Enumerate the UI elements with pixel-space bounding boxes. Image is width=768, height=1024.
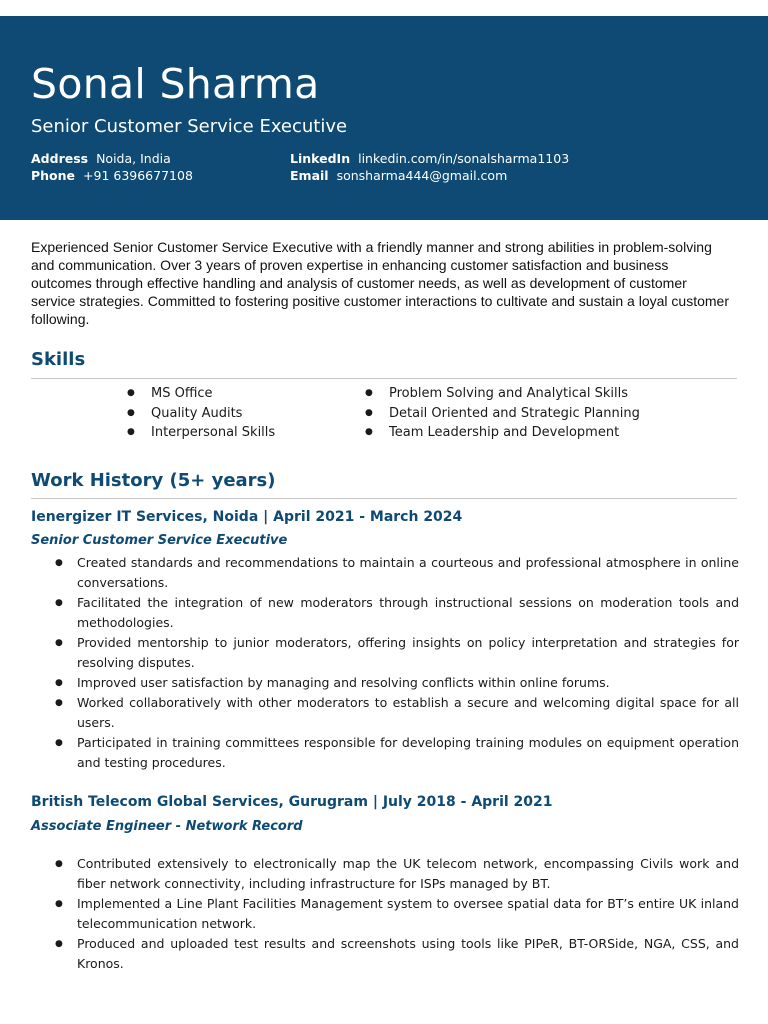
professional-summary: Experienced Senior Customer Service Executive with a friendly manner and strong abilities in problem-solving and communication. Over 3 years of proven expertise in enhancing customer satisfaction and business outcomes through effective handling and analysis of customer needs, as well as development of customer service strategies. Committed to fostering positive customer interactions to cultivate and sustain a loyal customer following. — [31, 239, 729, 327]
job-role: Senior Customer Service Executive — [31, 533, 288, 548]
bullet-item: ● Created standards and recommendations to maintain a courteous and professional atmosphere in online conversations. — [55, 553, 739, 593]
bullet-item: ● Participated in training committees responsible for developing training modules on equipment operation and testing procedures. — [55, 733, 739, 773]
linkedin-link[interactable]: linkedin.com/in/sonalsharma1103 — [358, 151, 570, 166]
skill-item: ● Team Leadership and Development — [365, 423, 640, 443]
bullet-item: ● Improved user satisfaction by managing and resolving conflicts within online forums. — [55, 673, 739, 693]
linkedin-row — [290, 150, 569, 167]
phone-row — [31, 167, 193, 184]
bullet-item: ● Implemented a Line Plant Facilities Management system to oversee spatial data for BT’s entire UK inland telecommunication network. — [55, 894, 739, 934]
job-role: Associate Engineer - Network Record — [31, 819, 303, 834]
resume-header — [0, 16, 768, 220]
bullet-item: ● Contributed extensively to electronically map the UK telecom network, encompassing Civils work and fiber network connectivity, including infrastructure for ISPs managed by BT. — [55, 854, 739, 894]
phone-value: +91 6396677108 — [83, 168, 193, 183]
bullet-item: ● Provided mentorship to junior moderators, offering insights on policy interpretation and strategies for resolving disputes. — [55, 633, 739, 673]
skills-divider — [31, 378, 737, 379]
skills-list-left — [127, 384, 275, 443]
email-label: Email — [290, 168, 329, 183]
phone-label: Phone — [31, 168, 76, 183]
skill-item: ● Quality Audits — [127, 404, 275, 424]
skills-list-right — [365, 384, 640, 443]
email-link[interactable]: sonsharma444@gmail.com — [336, 168, 508, 183]
skill-item: ● Interpersonal Skills — [127, 423, 275, 443]
address-value: Noida, India — [96, 151, 171, 166]
bullet-item: ● Facilitated the integration of new moderators through instructional sessions on moderation tools and methodologies. — [55, 593, 739, 633]
bullet-item: ● Worked collaboratively with other moderators to establish a secure and welcoming digital space for all users. — [55, 693, 739, 733]
skills-heading: Skills — [31, 349, 86, 370]
job-bullets — [55, 854, 739, 974]
work-history-heading: Work History (5+ years) — [31, 470, 276, 491]
linkedin-label: LinkedIn — [290, 151, 351, 166]
bullet-item: ● Produced and uploaded test results and screenshots using tools like PIPeR, BT-ORSide, NGA, CSS, and Kronos. — [55, 934, 739, 974]
work-history-divider — [31, 498, 737, 499]
job-heading: British Telecom Global Services, Gurugram | July 2018 - April 2021 — [31, 794, 553, 810]
skill-item: ● Problem Solving and Analytical Skills — [365, 384, 640, 404]
email-row — [290, 167, 507, 184]
job-heading: Ienergizer IT Services, Noida | April 2021 - March 2024 — [31, 509, 463, 525]
skill-item: ● Detail Oriented and Strategic Planning — [365, 404, 640, 424]
candidate-name: Sonal Sharma — [31, 60, 320, 108]
address-row — [31, 150, 171, 167]
skill-item: ● MS Office — [127, 384, 275, 404]
address-label: Address — [31, 151, 89, 166]
job-bullets — [55, 553, 739, 773]
candidate-title: Senior Customer Service Executive — [31, 116, 348, 137]
